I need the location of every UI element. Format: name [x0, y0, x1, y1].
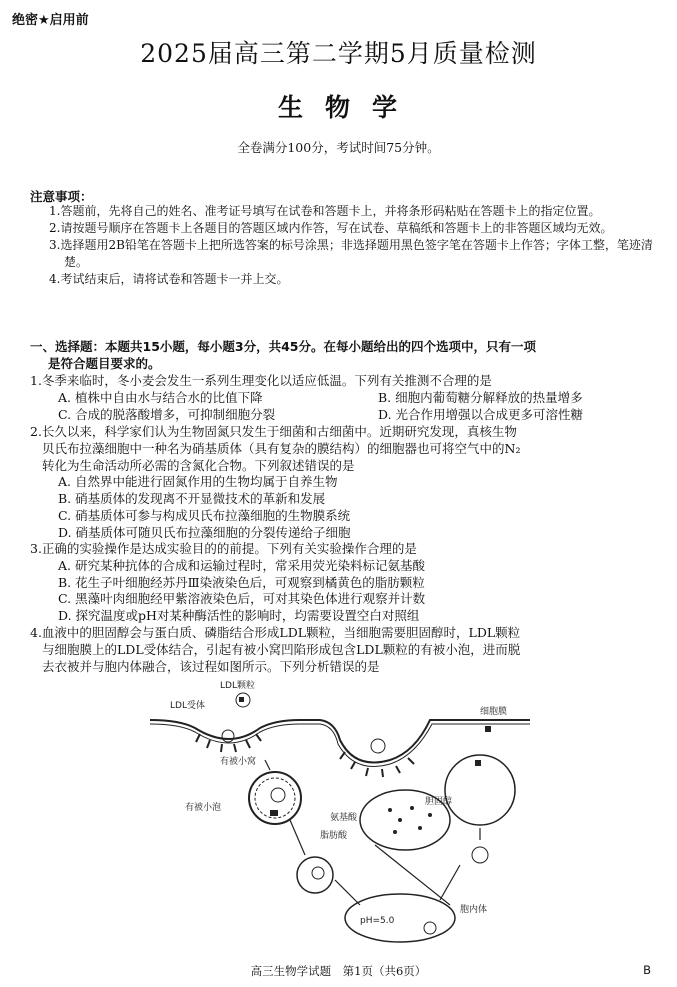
paper-version: B	[643, 963, 651, 977]
option-c: C. 硝基质体可参与构成贝氏布拉藻细胞的生物膜系统	[58, 507, 351, 523]
notice-item: 2.请按题号顺序在答题卡上各题目的答题区域内作答，写在试卷、草稿纸和答题卡上的非答题区域均无效。	[49, 221, 613, 235]
question-1-options-cd	[30, 407, 658, 424]
label-ldl-particle: LDL颗粒	[220, 681, 255, 691]
coated-vesicle	[249, 772, 301, 824]
page-footer: 高三生物学试题 第1页（共6页）	[250, 964, 427, 978]
receptor-mark	[239, 697, 244, 702]
exam-title: 2025届高三第二学期5月质量检测	[140, 39, 537, 68]
question-4-stem-line1: 4.血液中的胆固醇会与蛋白质、磷脂结合形成LDL颗粒，当细胞需要胆固醇时，LDL颗粒	[30, 625, 521, 640]
label-ldl-receptor: LDL受体	[170, 701, 205, 711]
question-1-options-ab	[30, 390, 658, 407]
notice-item: 3.选择题用2B铅笔在答题卡上把所选答案的标号涂黑；非选择题用黑色签字笔在答题卡上作答；字体工整，笔迹清楚。	[49, 238, 653, 269]
option-b: B. 细胞内葡萄糖分解释放的热量增多	[378, 389, 583, 405]
notice-title: 注意事项：	[30, 189, 93, 204]
pathway-arrows	[265, 760, 480, 905]
notice-list	[49, 203, 657, 288]
option-b: B. 花生子叶细胞经苏丹Ⅲ染液染色后，可观察到橘黄色的脂肪颗粒	[58, 574, 425, 590]
ldl-particle-icon	[312, 867, 324, 879]
option-a: A. 研究某种抗体的合成和运输过程时，常采用荧光染料标记氨基酸	[58, 557, 425, 573]
question-2-stem-line1: 2.长久以来，科学家们认为生物固氮只发生于细菌和古细菌中。近期研究发现，真核生物	[30, 424, 517, 439]
score-time-line: 全卷满分100分，考试时间75分钟。	[237, 140, 440, 155]
section-one-line1: 一、选择题：本题共15小题，每小题3分，共45分。在每小题给出的四个选项中，只有一项	[30, 339, 536, 354]
option-d: D. 光合作用增强以合成更多可溶性糖	[378, 406, 584, 422]
question-1	[30, 373, 658, 423]
subject-title: 生物学	[277, 93, 419, 122]
ldl-particle-icon	[424, 922, 436, 934]
label-membrane: 细胞膜	[480, 707, 508, 717]
option-c: C. 合成的脱落酸增多，可抑制细胞分裂	[58, 406, 276, 422]
notice-item: 4.考试结束后，请将试卷和答题卡一并上交。	[49, 272, 289, 286]
uncoated-vesicle	[297, 857, 333, 893]
section-one-heading	[30, 338, 658, 372]
ldl-particle-icon	[222, 730, 234, 742]
label-endosome: 胞内体	[460, 905, 488, 915]
question-2	[30, 424, 658, 542]
ldl-receptor-icon	[485, 726, 491, 732]
digestion-products	[388, 806, 432, 834]
ldl-particle-icon	[271, 788, 285, 802]
option-a: A. 自然界中能进行固氮作用的生物均属于自养生物	[58, 474, 338, 490]
ldl-receptor-icon	[475, 760, 481, 766]
notice-item: 1.答题前，先将自己的姓名、准考证号填写在试卷和答题卡上，并将条形码粘贴在答题卡上的指定位置。	[49, 204, 601, 218]
label-coated-pit: 有被小窝	[220, 757, 257, 767]
option-c: C. 黑藻叶肉细胞经甲紫溶液染色后，可对其染色体进行观察并计数	[58, 591, 426, 607]
label-ph: pH=5.0	[360, 916, 395, 926]
option-d: D. 探究温度或pH对某种酶活性的影响时，均需要设置空白对照组	[58, 608, 420, 624]
ldl-particle-icon	[371, 739, 385, 753]
question-1-stem: 1.冬季来临时，冬小麦会发生一系列生理变化以适应低温。下列有关推测不合理的是	[30, 373, 492, 388]
question-2-stem-line3: 转化为生命活动所必需的含氮化合物。下列叙述错误的是	[42, 457, 355, 473]
receptor-mark	[270, 810, 278, 816]
label-fatty-acid: 脂肪酸	[320, 831, 348, 841]
label-amino-acid: 氨基酸	[330, 813, 358, 823]
question-4-stem-line3: 去衣被并与胞内体融合，该过程如图所示。下列分析错误的是	[42, 658, 380, 674]
receptor-vesicle	[472, 847, 488, 863]
option-d: D. 硝基质体可随贝氏布拉藻细胞的分裂传递给子细胞	[58, 524, 351, 540]
option-b: B. 硝基质体的发现离不开显微技术的革新和发展	[58, 491, 326, 507]
question-3	[30, 541, 658, 625]
section-one-line2: 是符合题目要求的。	[48, 356, 161, 371]
label-coated-vesicle: 有被小泡	[185, 803, 222, 813]
option-a: A. 植株中自由水与结合水的比值下降	[58, 389, 263, 405]
question-2-stem-line2: 贝氏布拉藻细胞中一种名为硝基质体（具有复杂的膜结构）的细胞器也可将空气中的N₂	[42, 440, 521, 456]
question-3-stem: 3.正确的实验操作是达成实验目的的前提。下列有关实验操作合理的是	[30, 541, 417, 556]
confidential-mark: 绝密★启用前	[12, 13, 89, 28]
question-4	[30, 625, 658, 675]
question-4-stem-line2: 与细胞膜上的LDL受体结合，引起有被小窝凹陷形成包含LDL颗粒的有被小泡，进而脱	[42, 641, 521, 657]
label-cholesterol: 胆固醇	[425, 797, 453, 807]
ldl-endocytosis-diagram	[150, 680, 530, 955]
